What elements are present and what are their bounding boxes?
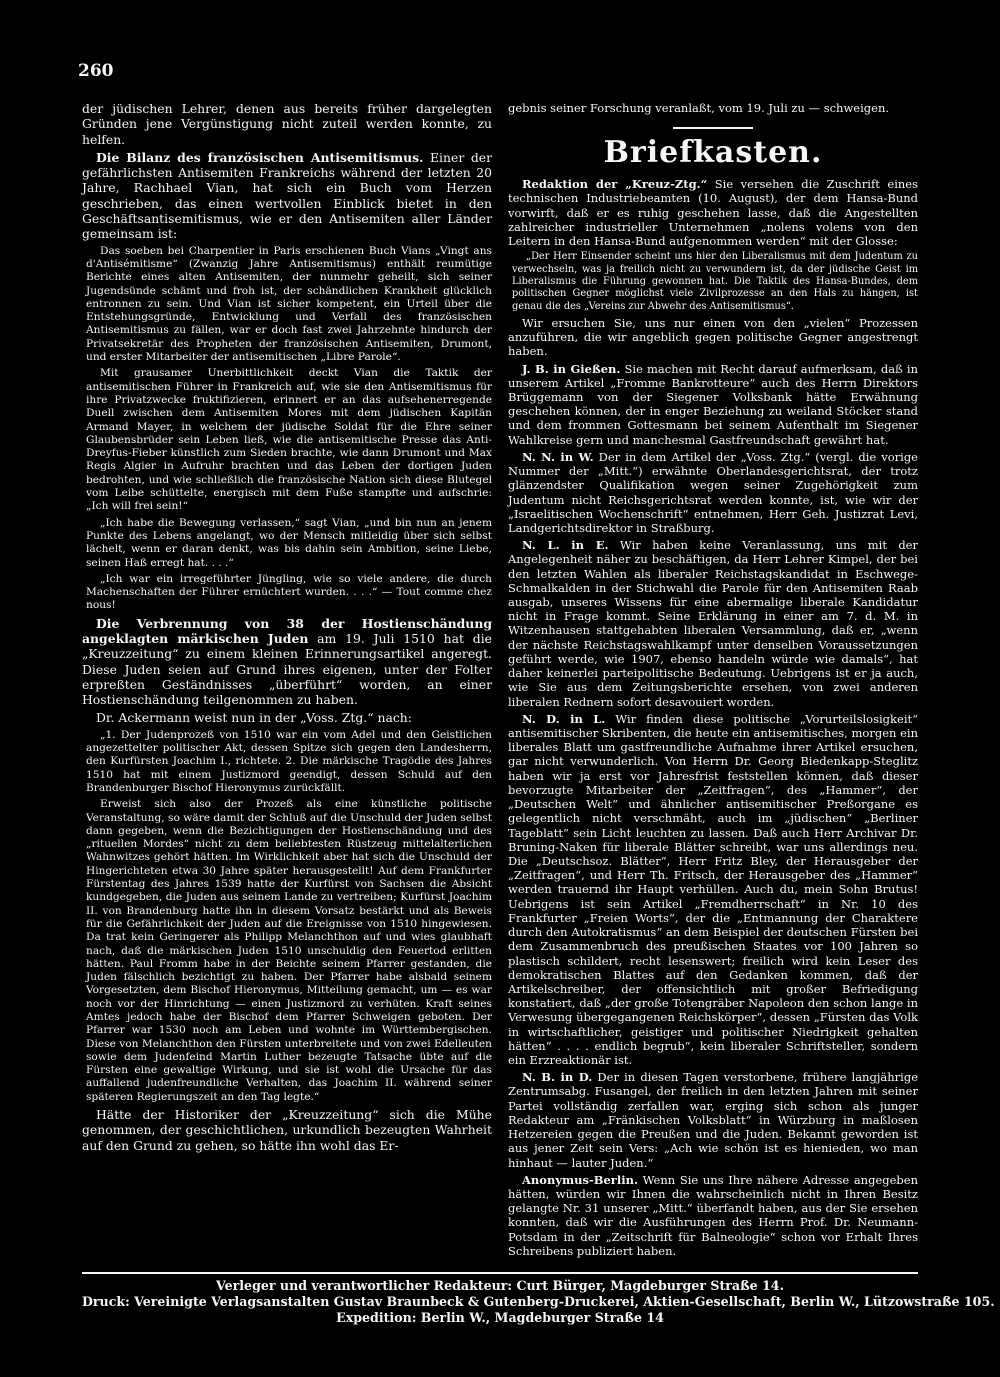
- page-number: 260: [78, 61, 114, 81]
- paragraph: Wir ersuchen Sie, uns nur einen von den „vielen“ Prozessen anzuführen, die wir angeblich gegen politische Gegner angestrengt haben.: [508, 315, 918, 359]
- letter-entry: [508, 1173, 918, 1258]
- article-bilanz: [82, 150, 492, 242]
- quote: Das soeben bei Charpentier in Paris erschienen Buch Vians „Vingt ans d'Antisémitisme“ (Zwanzig Jahre Antisemitismus) enthält reumütige Berichte eines alten Antisemiten, der nunmehr geheilt, sich seiner Jugendsünde schämt und froh ist, der schändlichen Krankheit glücklich entronnen zu sein. Und Vian ist sicher kompetent, ein Urteil über die Entstehungsgründe, Entwicklung und Verfall des französischen Antisemitismus zu fällen, war er doch fast zwei Jahrzehnte hindurch der Privatsekretär des Propheten der französischen Antisemiten, Drumont, und erster Mitarbeiter der antisemitischen „Libre Parole“.: [86, 244, 492, 364]
- entry-text: Der in diesen Tagen verstorbene, frühere langjährige Zentrumsabg. Fusangel, der freilich in den letzten Jahren mit seiner Partei vollständig zerfallen war, erging sich schon als junger Redakteur am „Fränkischen Volksblatt“ in Würzburg in maßlosen Hetzereien gegen die Preußen und die Juden. Bekannt geworden ist aus jener Zeit sein Vers: „Ach wie schön ist es hienieden, wo man hinhaut — lauter Juden.“: [508, 1070, 918, 1170]
- entry-text: Wir finden diese politische „Vorurteilslosigkeit“ antisemitischer Skribenten, die heute ein antisemitisches, morgen ein liberales Blatt um gastfreundliche Aufnahme ihrer Artikel ersuchen, gar nicht verwunderlich. Von Herrn Dr. Georg Biedenkapp-Steglitz haben wir ja erst vor Jahresfrist feststellen können, daß dieser bevorzugte Mitarbeiter der „Zeitfragen“, des „Hammer“, der „Deutschen Welt“ und ähnlicher antisemitischer Preßorgane es gelegentlich nicht verschmäht, auch im „jüdischen“ „Berliner Tageblatt“ sein Licht leuchten zu lassen. Daß auch Herr Archivar Dr. Bruning-Naken für liberale Blätter schreibt, war uns allerdings neu. Die „Deutschsoz. Blätter“, Herr Fritz Bley, der Herausgeber der „Zeitfragen“, und Herr Th. Fritsch, der Herausgeber des „Hammer“ werden trauernd ihr Haupt verhüllen. Auch du, mein Sohn Brutus! Uebrigens ist sein Artikel „Fremdherrschaft“ in Nr. 10 des Frankfurter „Freien Worts“, der die „Entmannung der Charaktere durch den Autokratismus“ an dem Beispiel der deutschen Fürsten bei dem Zusammenbruch des preußischen Staates vor 100 Jahren so plastisch schildert, recht lesenswert; freilich wird kein Leser des demokratischen Blattes auf den Gedanken kommen, daß der Artikelschreiber, der offensichtlich mit großer Befriedigung konstatiert, daß „der große Totengräber Napoleon den schon lange in Verwesung übergegangenen Reichskörper“, dessen „Fürsten das Volk in wirtschaftlicher, geistiger und politischer Niedrigkeit gehalten hätten“ . . . . endlich begrub“, kein liberaler Schriftsteller, sondern ein Erzreaktionär ist.: [508, 711, 918, 1068]
- paragraph: der jüdischen Lehrer, denen aus bereits früher dargelegten Gründen jene Vergünstigung nicht zuteil werden konnte, zu helfen.: [82, 101, 492, 147]
- imprint-expedition: Expedition: Berlin W., Magdeburger Straße 14: [336, 1310, 664, 1325]
- paragraph: gebnis seiner Forschung veranlaßt, vom 19. Juli zu — schweigen.: [508, 101, 890, 115]
- article-text: Einer der gefährlichsten Antisemiten Frankreichs während der letzten 20 Jahre, Rachhael Vian, hat sich ein Buch vom Herzen geschrieben, das einen wertvollen Einblick bietet in den Geschäftsantisemitismus, wie er den Antisemiten aller Länder gemeinsam ist:: [82, 149, 493, 242]
- entry-heading: N. D. in L.: [522, 711, 606, 726]
- imprint: [82, 1272, 995, 1326]
- quote: „Ich habe die Bewegung verlassen,“ sagt Vian, „und bin nun an jenem Punkte des Lebens angelangt, wo der Mensch mitleidig über sich selbst lächelt, wenn er daran denkt, was bis dahin sein Ambition, seine Liebe, seinen Haß erregt hat. . . .“: [86, 516, 492, 569]
- article-heading: Die Bilanz des französischen Antisemitismus.: [96, 149, 424, 165]
- article-verbrennung: [82, 616, 492, 708]
- left-column: [82, 101, 492, 1156]
- entry-text: Sie machen mit Recht darauf aufmerksam, daß in unserem Artikel „Fromme Bankrotteure“ auch des Herrn Direktors Brüggemann von der Siegener Volksbank hätte Erwähnung geschehen können, der in enger Beziehung zu weiland Stöcker stand und dem frommen Gottesmann bei seinem Aufenthalt im Siegener Wahlkreise gern und manchesmal Gastfreundschaft gewährt hat.: [508, 361, 918, 447]
- quote: „1. Der Judenprozeß von 1510 war ein vom Adel und den Geistlichen angezettelter politischer Akt, dessen Spitze sich gegen den Landesherrn, den Kurfürsten Joachim I., richtete. 2. Die märkische Tragödie des Jahres 1510 hat mit einem Justizmord geendigt, dessen Schuld auf den Brandenburger Bischof Hieronymus zurückfällt.: [86, 728, 492, 794]
- entry-heading: N. L. in E.: [522, 538, 609, 553]
- entry-text: Wenn Sie uns Ihre nähere Adresse angegeben hätten, würden wir Ihnen die wahrscheinlich nicht in Ihren Besitz gelangte Nr. 31 unserer „Mitt.“ überfandt haben, aus der Sie ersehen konnten, daß wir die Ausführungen des Herrn Prof. Dr. Neumann-Potsdam in der „Zeitschrift für Balneologie“ schon vor Erhalt Ihres Schreibens publiziert haben.: [508, 1172, 918, 1258]
- entry-heading: N. B. in D.: [522, 1070, 593, 1085]
- imprint-printer: Druck: Vereinigte Verlagsanstalten Gustav Braunbeck & Gutenberg-Druckerei, Aktien-Gesellschaft, Berlin W., Lützowstraße 105.: [82, 1294, 995, 1309]
- letter-entry: [508, 177, 918, 248]
- entry-text: Wir haben keine Veranlassung, uns mit der Angelegenheit näher zu beschäftigen, da Herr Lehrer Kimpel, der bei den letzten Wahlen als liberaler Reichstagskandidat in Eschwege-Schmalkalden in der Stichwahl die Parole für den Antisemiten Raab ausgab, unseres Wissens für eine abermalige liberale Kandidatur nicht in Frage kommt. Seine Erklärung in einer am 7. d. M. in Witzenhausen stattgehabten liberalen Versammlung, daß er, „wenn der nächste Reichstagswahlkampf unter denselben Voraussetzungen geführt werde, wie 1907, ebenso handeln würde wie damals“, hat daher keinerlei parteipolitische Bedeutung. Uebrigens ist er ja auch, wie Sie aus dem Zeitungsberichte ersehen, von zwei anderen liberalen Rednern sofort desavouiert worden.: [508, 538, 918, 709]
- entry-heading: Redaktion der „Kreuz-Ztg.“: [522, 177, 708, 192]
- section-heading: Briefkasten.: [603, 135, 823, 171]
- letter-entry: [508, 538, 918, 709]
- entry-heading: N. N. in W.: [522, 449, 594, 464]
- letter-entry: [508, 362, 918, 447]
- entry-text: Der in dem Artikel der „Voss. Ztg.“ (vergl. die vorige Nummer der „Mitt.“) erwähnte Oberlandesgerichtsrat, der trotz glänzendster Qualifikation wegen seiner Zugehörigkeit zum Judentum nicht Reichsgerichtsrat werden konnte, ist, wie wir der „Israelitischen Wochenschrift“ entnehmen, Herr Geh. Justizrat Levi, Landgerichtsdirektor in Straßburg.: [508, 449, 918, 535]
- imprint-publisher: Verleger und verantwortlicher Redakteur: Curt Bürger, Magdeburger Straße 14.: [216, 1278, 784, 1293]
- right-column: [508, 101, 918, 1261]
- letter-entry: [508, 712, 918, 1067]
- letter-entry: [508, 450, 918, 535]
- quote: Erweist sich also der Prozeß als eine künstliche politische Veranstaltung, so wäre damit der Schluß auf die Unschuld der Juden selbst dann gegeben, wenn die Bezichtigungen der Hostienschändung und des „rituellen Mordes“ nicht zu dem beliebtesten Rüstzeug mittelalterlichen Wahnwitzes gehört hätten. Im Wirklichkeit aber hat sich die Unschuld der Hingerichteten etwa 30 Jahre später herausgestellt! Auf dem Frankfurter Fürstentag des Jahres 1539 hatte der Kurfürst von Sachsen die Absicht kundgegeben, die Juden aus seinem Lande zu vertreiben; Kurfürst Joachim II. von Brandenburg hatte ihn in diesem Vorsatz bestärkt und als Beweis für die Gefährlichkeit der Juden auf die Ereignisse von 1510 hingewiesen. Da trat kein Geringerer als Philipp Melanchthon auf und wies glaubhaft nach, daß die märkischen Juden 1510 unschuldig den Feuertod erlitten hätten. Paul Fromm habe in der Beichte seinem Pfarrer gestanden, die Juden fälschlich bezichtigt zu haben. Der Pfarrer habe alsbald seinem Vorgesetzten, dem Bischof Hieronymus, Mitteilung gemacht, um — es war noch vor der Hinrichtung — einen Justizmord zu verhüten. Kraft seines Amtes jedoch habe der Bischof dem Pfarrer Schweigen geboten. Der Pfarrer war 1530 noch am Leben und wohnte im Württembergischen. Diese von Melanchthon den Fürsten unterbreitete und von zwei Edelleuten sowie dem Judenfeind Martin Luther bezeugte Tatsache übte auf die Fürsten eine gewaltige Wirkung, und sie ist wohl die Ursache für das auffallend judenfreundliche Verhalten, das Joachim II. während seiner späteren Regierungszeit an den Tag legte.“: [86, 798, 492, 1103]
- entry-heading: J. B. in Gießen.: [522, 361, 621, 376]
- entry-heading: Anonymus-Berlin.: [522, 1172, 638, 1187]
- divider: [673, 127, 753, 129]
- article-text: am 19. Juli 1510 hat die „Kreuzzeitung“ zu einem kleinen Erinnerungsartikel angeregt. Diese Juden seien auf Grund ihres eigenen, unter der Folter erpreßten Geständnisses „überführt“ worden, an einer Hostienschändung teilgenommen zu haben.: [82, 630, 492, 708]
- entry-text: Sie versehen die Zuschrift eines technischen Industriebeamten (10. August), der dem Hansa-Bund vorwirft, daß er es ruhig geschehen lasse, daß die Angestellten zahlreicher industrieller Unternehmen „nolens volens von den Leitern in den Hansa-Bund aufgenommen werden“ mit der Glosse:: [508, 177, 918, 249]
- paragraph: Dr. Ackermann weist nun in der „Voss. Ztg.“ nach:: [96, 710, 412, 726]
- paragraph: Hätte der Historiker der „Kreuzzeitung“ sich die Mühe genommen, der geschichtlichen, urkundlich bezeugten Wahrheit auf den Grund zu gehen, so hätte ihn wohl das Er-: [82, 1107, 492, 1153]
- article-heading: Die Verbrennung von 38 der Hostienschändung angeklagten märkischen Juden: [82, 615, 492, 646]
- quote: Mit grausamer Unerbittlichkeit deckt Vian die Taktik der antisemitischen Führer in Frankreich auf, wie sie den Antisemitismus für ihre Privatzwecke fruktifizieren, erinnert er an das aufsehenerregende Duell zwischen dem Antisemiten Mores mit dem jüdischen Kapitän Armand Mayer, in welchem der jüdische Soldat für die Ehre seiner Glaubensbrüder sein Leben ließ, wie die antisemitische Presse das Anti-Dreyfus-Fieber künstlich zum Sieden brachte, wie dann Drumont und Max Regis Algier in Aufruhr brachten und das Leben der dortigen Juden bedrohten, und wie schließlich die französische Nation sich diese Blutegel vom Leibe schüttelte, energisch mit dem Fuße stampfte und aufschrie: „Ich will frei sein!“: [86, 367, 492, 513]
- quote: „Ich war ein irregeführter Jüngling, wie so viele andere, die durch Machenschaften der Führer ernüchtert wurden. . . .“ — Tout comme chez nous!: [86, 572, 492, 612]
- letter-entry: [508, 1070, 918, 1170]
- quote: „Der Herr Einsender scheint uns hier den Liberalismus mit dem Judentum zu verwechseln, was ja freilich nicht zu verwundern ist, da der jüdische Geist im Liberalismus die Führung gewonnen hat. Die Taktik des Hansa-Bundes, dem politischen Gegner möglichst viele Zivilprozesse an den Hals zu hängen, ist genau die des „Vereins zur Abwehr des Antisemitismus“.: [512, 251, 918, 312]
